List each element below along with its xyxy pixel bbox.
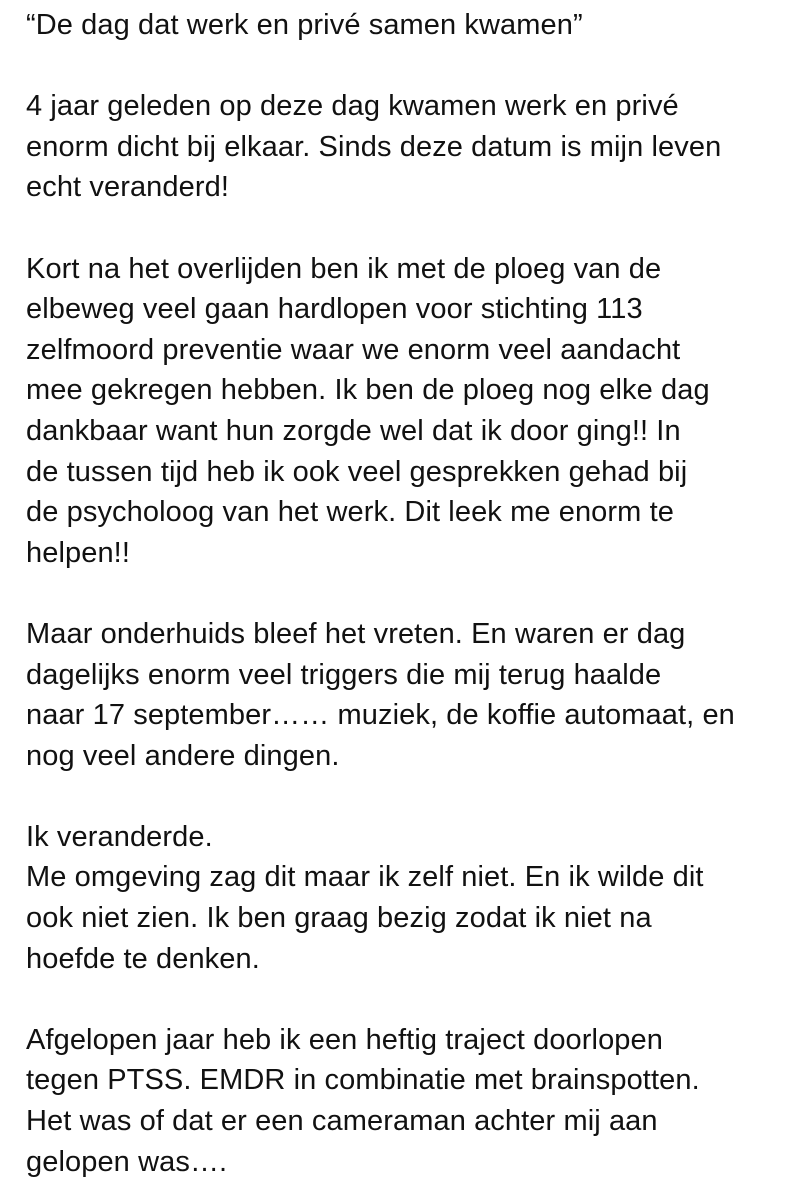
text-line: Maar onderhuids bleef het vreten. En waren er dag [26, 617, 686, 650]
note-title: “De dag dat werk en privé samen kwamen” [26, 9, 583, 41]
paragraph-spacer [26, 46, 776, 87]
text-line: ook niet zien. Ik ben graag bezig zodat ik niet na [26, 902, 652, 935]
text-line: zelfmoord preventie waar we enorm veel aandacht [26, 333, 681, 366]
paragraph-3 [26, 614, 776, 776]
text-line: Afgelopen jaar heb ik een heftig traject doorlopen [26, 1023, 663, 1056]
text-line: enorm dicht bij elkaar. Sinds deze datum is mijn leven [26, 130, 722, 163]
text-line: de psycholoog van het werk. Dit leek me enorm te [26, 496, 674, 529]
text-line: echt veranderd! [26, 171, 230, 204]
text-line: de tussen tijd heb ik ook veel gesprekken gehad bij [26, 455, 688, 488]
paragraph-spacer [26, 979, 776, 1020]
paragraph-5 [26, 1020, 776, 1182]
text-line: tegen PTSS. EMDR in combinatie met brainspotten. [26, 1064, 700, 1097]
text-line: Me omgeving zag dit maar ik zelf niet. En ik wilde dit [26, 861, 704, 894]
text-line: hoefde te denken. [26, 942, 260, 975]
text-line: 4 jaar geleden op deze dag kwamen werk en privé [26, 90, 679, 123]
text-line: nog veel andere dingen. [26, 739, 340, 772]
paragraph-1 [26, 86, 776, 208]
text-line: dankbaar want hun zorgde wel dat ik door ging!! In [26, 414, 681, 447]
paragraph-spacer [26, 208, 776, 249]
text-line: Kort na het overlijden ben ik met de ploeg van de [26, 252, 662, 285]
text-line: naar 17 september…… muziek, de koffie automaat, en [26, 699, 735, 732]
text-line: elbeweg veel gaan hardlopen voor stichting 113 [26, 293, 643, 326]
text-line: mee gekregen hebben. Ik ben de ploeg nog elke dag [26, 374, 710, 407]
paragraph-spacer [26, 776, 776, 817]
paragraph-2 [26, 249, 776, 574]
text-line: dagelijks enorm veel triggers die mij terug haalde [26, 658, 662, 691]
text-line: Het was of dat er een cameraman achter mij aan [26, 1105, 658, 1138]
text-line: gelopen was…. [26, 1145, 228, 1178]
text-line: helpen!! [26, 536, 130, 569]
paragraph-spacer [26, 573, 776, 614]
paragraph-4 [26, 817, 776, 979]
text-line: Ik veranderde. [26, 820, 213, 853]
